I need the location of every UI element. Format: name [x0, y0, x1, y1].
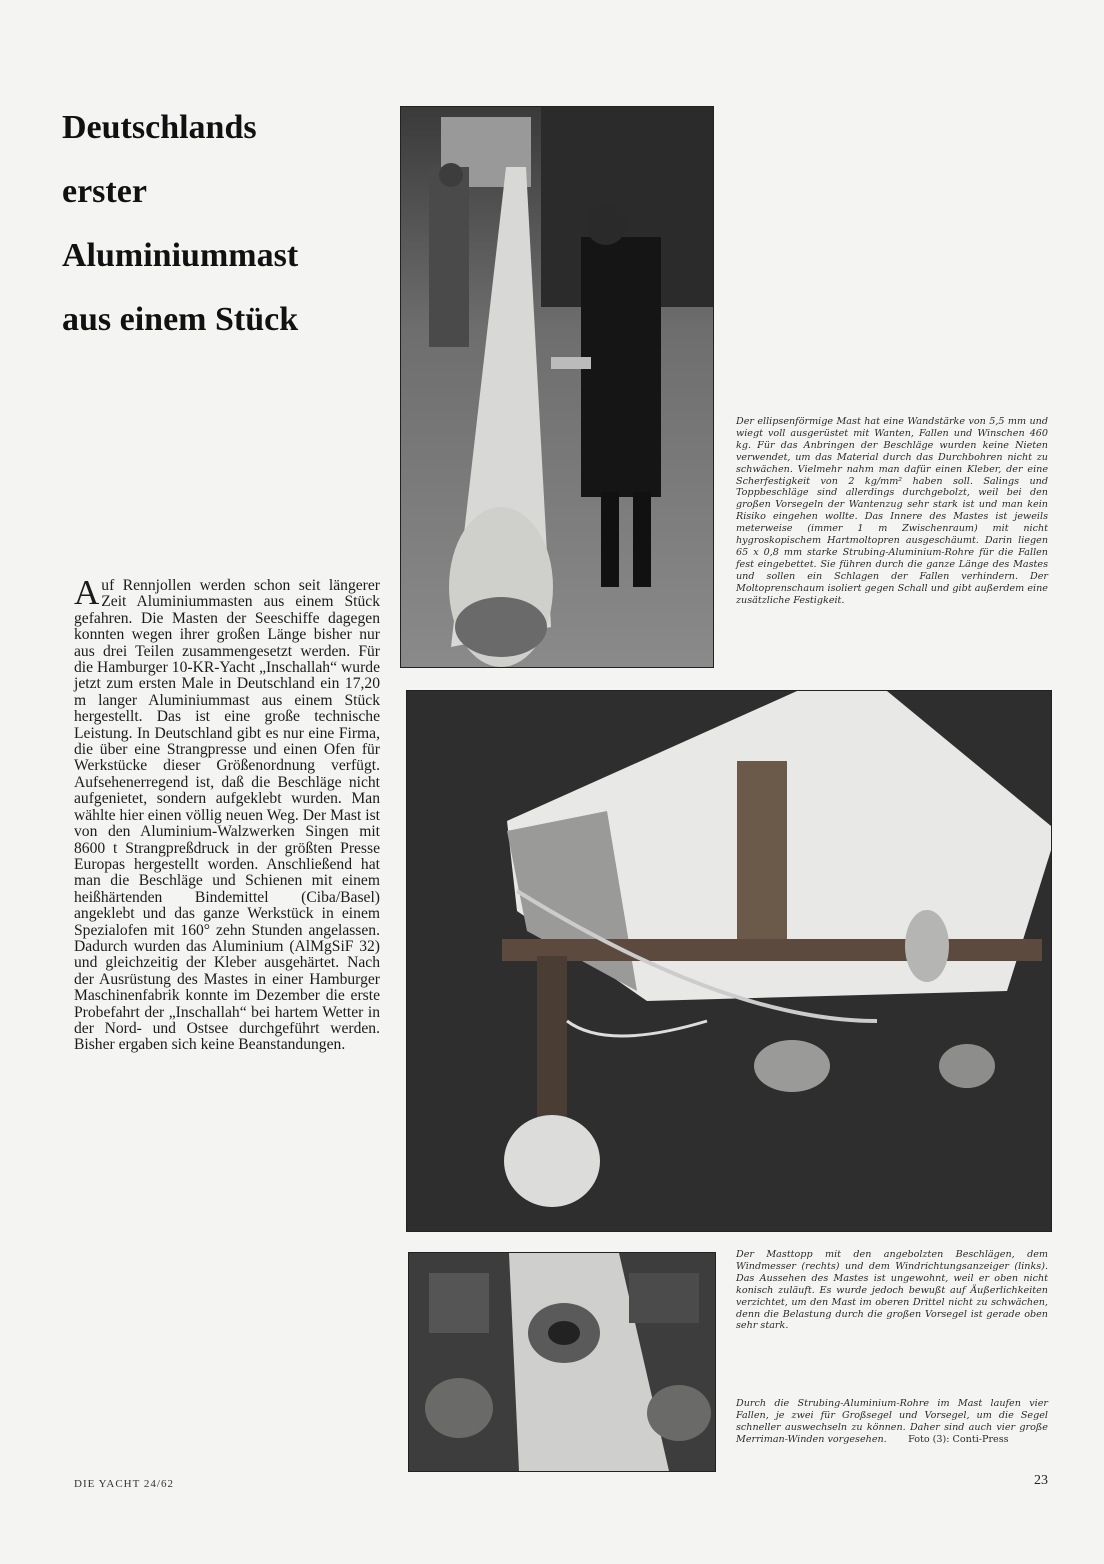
photo-winches [408, 1252, 716, 1472]
title-line: Deutschlands [62, 109, 257, 146]
photo-masthead-image [407, 691, 1051, 1231]
photo-masthead [406, 690, 1052, 1232]
article-body [74, 573, 380, 1054]
magazine-footer: DIE YACHT 24/62 [74, 1478, 174, 1490]
article-body-text: uf Rennjollen werden schon seit längerer Zeit Aluminiummasten aus einem Stück gefahren. Die Masten der Seeschiffe dagegen konnten wegen ihrer großen Länge bisher nur aus drei Teilen zusammengesetzt werden. Für die Hamburger 10-KR-Yacht „Inschallah“ wurde jetzt zum ersten Male in Deutschland ein 17,20 m langer Aluminiummast aus einem Stück hergestellt. Das ist eine große technische Leistung. In Deutschland gibt es nur eine Firma, die über eine Strangpresse und einen Ofen für Werkstücke dieser Größenordnung verfügt. Aufsehenerregend ist, daß die Beschläge nicht aufgenietet, sondern aufgeklebt wurden. Man wählte hier einen völlig neuen Weg. Der Mast ist von den Aluminium-Walzwerken Singen mit 8600 t Strangpreßdruck in der größten Presse Europas hergestellt worden. Anschließend hat man die Beschläge und Schienen mit einem heißhärtenden Bindemittel (Ciba/Basel) angeklebt und das ganze Werkstück in einem Spezialofen mit 160° zehn Stunden angelassen. Dadurch wurden das Aluminium (AlMgSiF 32) und gleichzeitig der Kleber ausgehärtet. Nach der Ausrüstung des Mastes in einer Hamburger Maschinenfabrik konnte im Dezember die erste Probefahrt der „Inschallah“ bei hartem Wetter in der Nord- und Ostsee durchgeführt werden. Bisher ergaben sich keine Beanstandungen. [74, 577, 380, 1054]
photo-workshop [400, 106, 714, 668]
caption-photo-winches [736, 1398, 1048, 1446]
caption-photo-workshop: Der ellipsenförmige Mast hat eine Wandstärke von 5,5 mm und wiegt voll ausgerüstet mit Wanten, Fallen und Winschen 460 kg. Für das Anbringen der Beschläge wurden keine Nieten verwendet, um das Material durch das Durchbohren nicht zu schwächen. Vielmehr nahm man dafür einen Kleber, der eine Scherfestigkeit von 2 kg/mm² haben soll. Salings und Toppbeschläge sind allerdings durchgebolzt, weil bei den großen Vorsegeln der Wantenzug sehr stark ist und man kein Risiko eingehen wollte. Das Innere des Mastes ist jeweils meterweise (immer 1 m Zwischenraum) mit nicht hygroskopischem Hartmoltopren ausgeschäumt. Darin liegen 65 x 0,8 mm starke Strubing-Aluminium-Rohre für die Fallen fest eingebettet. Sie führen durch die ganze Länge des Mastes und sollen ein Schlagen der Fallen verhindern. Der Moltoprenschaum isoliert gegen Schall und gibt außerdem eine zusätzliche Festigkeit. [736, 416, 1048, 606]
title-line: erster [62, 173, 147, 210]
caption-photo-masthead: Der Masttopp mit den angebolzten Beschlägen, dem Windmesser (rechts) und dem Windrichtungsanzeiger (links). Das Aussehen des Mastes ist ungewohnt, weil er oben nicht konisch zuläuft. Es wurde jedoch bewußt auf Äußerlichkeiten verzichtet, um den Mast im oberen Drittel nicht zu schwächen, denn die Belastung durch die großen Vorsegel ist gerade oben sehr stark. [736, 1249, 1048, 1332]
photo-credit: Foto (3): Conti-Press [908, 1433, 1009, 1445]
photo-workshop-image [401, 107, 713, 667]
page-number: 23 [1034, 1473, 1048, 1488]
article-title [62, 96, 362, 352]
photo-winches-image [409, 1253, 715, 1471]
dropcap: A [74, 573, 100, 612]
title-line: Aluminiummast [62, 237, 299, 274]
title-line: aus einem Stück [62, 301, 299, 338]
caption-photo-winches-text: Durch die Strubing-Aluminium-Rohre im Mast laufen vier Fallen, je zwei für Großsegel und Vorsegel, um die Segel schneller auswechseln zu können. Daher sind auch vier große Merriman-Winden vorgesehen. [736, 1398, 1048, 1445]
